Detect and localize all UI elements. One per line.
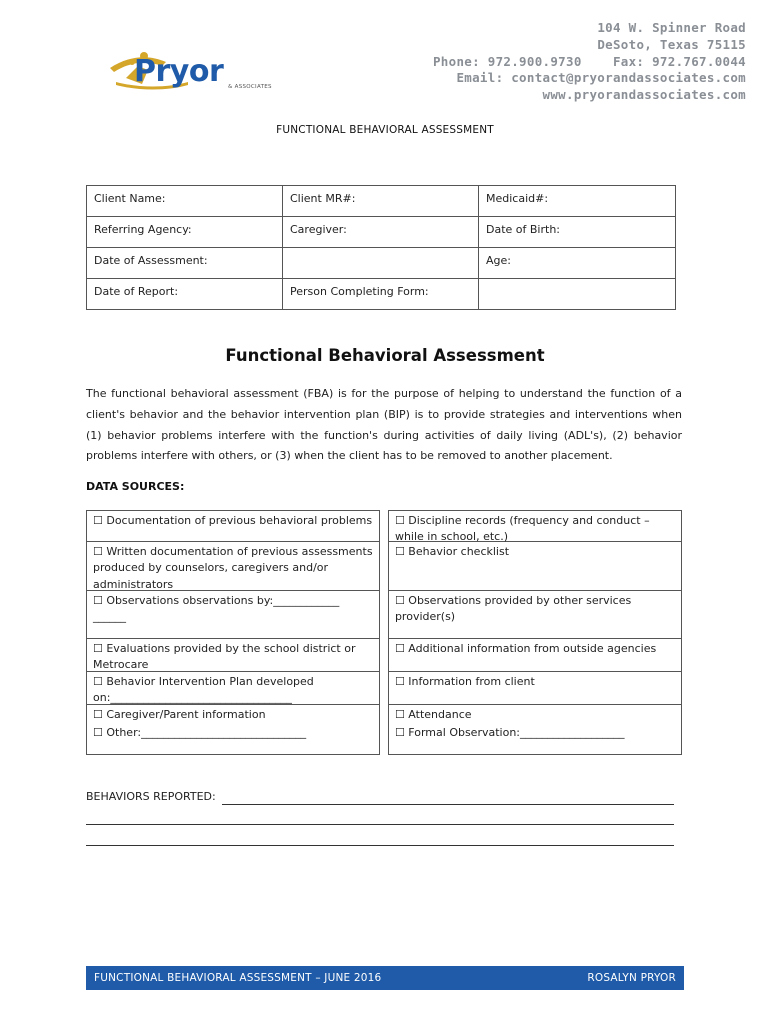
data-source-checkbox[interactable]: ☐ Discipline records (frequency and conduct – while in school, etc.) xyxy=(388,510,682,542)
logo-subtext: & ASSOCIATES xyxy=(228,84,272,90)
data-source-checkbox[interactable]: ☐ Other:______________________________ xyxy=(86,723,380,755)
behaviors-line[interactable] xyxy=(222,804,674,805)
section-heading: Functional Behavioral Assessment xyxy=(225,346,545,365)
data-source-checkbox[interactable]: ☐ Caregiver/Parent information xyxy=(86,705,380,723)
person-completing-field[interactable]: Person Completing Form: xyxy=(283,279,479,310)
contact-block xyxy=(386,20,746,104)
footer-left-text: FUNCTIONAL BEHAVIORAL ASSESSMENT – JUNE 2016 xyxy=(94,972,382,984)
logo-wordmark: Pryor xyxy=(134,54,224,89)
intro-paragraph: The functional behavioral assessment (FBA) is for the purpose of helping to understand the function of a client's behavior and the behavior intervention plan (BIP) is to provide strategies and interventions when (1) behavior problems interfere with the function's during activities of daily living (ADL's), (2) behavior problems interfere with others, or (3) when the client has to be removed to another placement. xyxy=(86,387,682,463)
date-of-report-field[interactable]: Date of Report: xyxy=(87,279,283,310)
data-source-checkbox[interactable]: ☐ Information from client xyxy=(388,672,682,705)
date-of-birth-field[interactable]: Date of Birth: xyxy=(479,217,676,248)
data-source-checkbox[interactable]: ☐ Formal Observation:___________________ xyxy=(388,723,682,755)
data-source-checkbox[interactable]: ☐ Written documentation of previous assessments produced by counselors, caregivers and/or administrators xyxy=(86,542,380,591)
address-line-2: DeSoto, Texas 75115 xyxy=(597,36,746,52)
data-sources-grid xyxy=(86,510,682,755)
medicaid-field[interactable]: Medicaid#: xyxy=(479,186,676,217)
behaviors-line[interactable] xyxy=(86,845,674,846)
empty-cell[interactable] xyxy=(479,279,676,310)
phone-fax: Phone: 972.900.9730 Fax: 972.767.0044 xyxy=(432,53,746,69)
referring-agency-field[interactable]: Referring Agency: xyxy=(87,217,283,248)
data-source-checkbox[interactable]: ☐ Behavior checklist xyxy=(388,542,682,591)
data-sources-label: DATA SOURCES: xyxy=(86,480,185,493)
date-of-assessment-field[interactable]: Date of Assessment: xyxy=(87,248,283,279)
website: www.pryorandassociates.com xyxy=(542,87,746,103)
address-line-1: 104 W. Spinner Road xyxy=(597,20,746,35)
data-source-checkbox[interactable]: ☐ Attendance xyxy=(388,705,682,723)
data-source-checkbox[interactable]: ☐ Observations provided by other services provider(s) xyxy=(388,591,682,639)
footer-bar xyxy=(86,966,684,990)
data-source-checkbox[interactable]: ☐ Observations observations by:____________ ______ xyxy=(86,591,380,639)
client-info-table xyxy=(86,185,676,310)
client-mr-field[interactable]: Client MR#: xyxy=(283,186,479,217)
empty-cell[interactable] xyxy=(283,248,479,279)
email: Email: contact@pryorandassociates.com xyxy=(456,70,746,86)
data-source-checkbox[interactable]: ☐ Behavior Intervention Plan developed on:_________________________________ xyxy=(86,672,380,705)
behaviors-line[interactable] xyxy=(86,824,674,825)
client-name-field[interactable]: Client Name: xyxy=(87,186,283,217)
behaviors-reported-label: BEHAVIORS REPORTED: xyxy=(86,790,216,803)
data-source-checkbox[interactable]: ☐ Additional information from outside agencies xyxy=(388,639,682,672)
data-source-checkbox[interactable]: ☐ Evaluations provided by the school district or Metrocare xyxy=(86,639,380,672)
footer-right-text: ROSALYN PRYOR xyxy=(587,972,676,984)
age-field[interactable]: Age: xyxy=(479,248,676,279)
data-source-checkbox[interactable]: ☐ Documentation of previous behavioral problems xyxy=(86,510,380,542)
document-title: FUNCTIONAL BEHAVIORAL ASSESSMENT xyxy=(276,124,494,136)
caregiver-field[interactable]: Caregiver: xyxy=(283,217,479,248)
